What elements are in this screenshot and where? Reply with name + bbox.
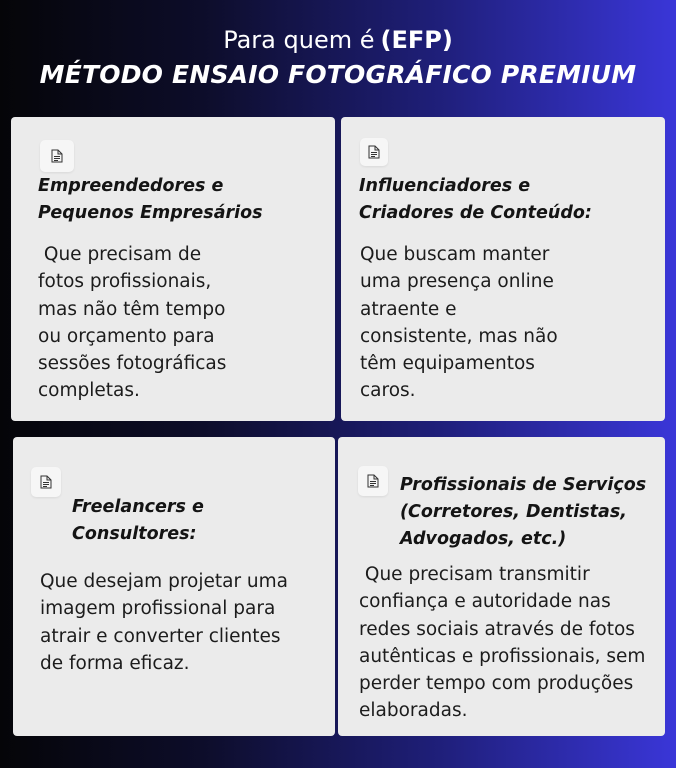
card-description: Que desejam projetar uma imagem profissional para atrair e converter clientes de forma eficaz. (40, 571, 289, 674)
card-empreendedores (11, 117, 335, 421)
card-description: Que precisam de fotos profissionais, mas não têm tempo ou orçamento para sessões fotográficas completas. (38, 244, 227, 402)
page-title-line2: MÉTODO ENSAIO FOTOGRÁFICO PREMIUM (39, 60, 637, 89)
title-acronym: (EFP) (380, 26, 453, 54)
document-icon (360, 138, 388, 166)
card-influenciadores (341, 117, 665, 421)
card-description: Que precisam transmitir confiança e autoridade nas redes sociais através de fotos autênticas e profissionais, sem perder tempo com produções elaboradas. (359, 564, 646, 722)
card-title: Influenciadores e Criadores de Conteúdo: (359, 176, 592, 223)
document-icon (40, 140, 74, 172)
document-icon (31, 467, 61, 497)
card-title: Profissionais de Serviços (Corretores, Dentistas, Advogados, etc.) (400, 475, 647, 549)
page-title-line1 (0, 26, 676, 54)
title-prefix: Para quem é (223, 26, 375, 54)
card-freelancers (13, 437, 335, 736)
card-description: Que buscam manter uma presença online atraente e consistente, mas não têm equipamentos caros. (360, 244, 558, 402)
document-icon (358, 466, 388, 496)
card-title: Freelancers e Consultores: (72, 497, 204, 544)
card-profissionais (338, 437, 665, 736)
card-title: Empreendedores e Pequenos Empresários (38, 176, 263, 223)
